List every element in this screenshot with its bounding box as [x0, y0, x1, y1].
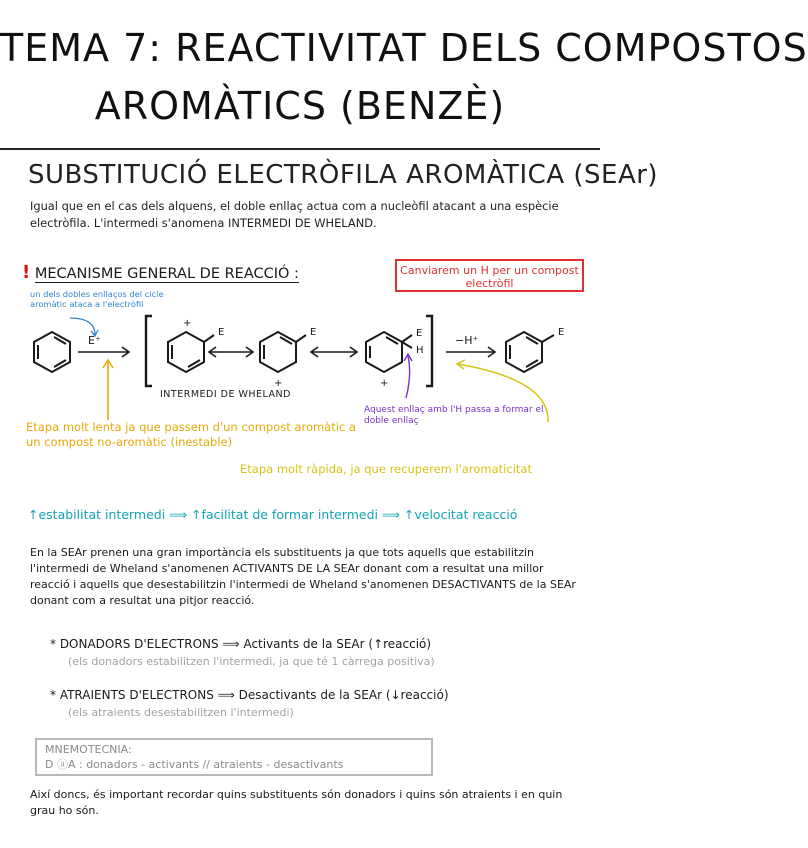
- section-heading: SUBSTITUCIÓ ELECTRÒFILA AROMÀTICA (SEAr): [28, 160, 659, 190]
- donors-note: (els donadors estabilitzen l'intermedi, ja que té 1 càrrega positiva): [68, 655, 435, 668]
- wheland-structure-3: [366, 332, 412, 372]
- reagent-label: E⁺: [88, 334, 101, 347]
- wheland-label: INTERMEDI DE WHELAND: [160, 389, 291, 400]
- plus-charge-1: +: [183, 318, 192, 329]
- slow-step-note: Etapa molt lenta ja que passem d'un compost aromàtic a un compost no-aromàtic (inestable): [26, 420, 356, 449]
- conclusion-paragraph: Així doncs, és important recordar quins substituents són donadors i quins són atraients i en quin grau ho són.: [30, 788, 563, 817]
- mnemonic-box: [35, 738, 433, 776]
- acceptors-bullet: * ATRAIENTS D'ELECTRONS ⟹ Desactivants de la SEAr (↓reacció): [50, 688, 449, 702]
- page-title-line-2: AROMÀTICS (BENZÈ): [94, 84, 506, 128]
- acceptors-note: (els atraients desestabilitzen l'intermedi): [68, 706, 294, 719]
- e-label-product: E: [558, 327, 565, 338]
- h-label: H: [416, 345, 424, 356]
- benzene-reactant: [34, 332, 70, 372]
- warning-mark: !: [22, 262, 31, 283]
- mnemonic-text: D ⓐA : donadors - activants // atraients - desactivants: [45, 758, 344, 771]
- fast-step-note: Etapa molt ràpida, ja que recuperem l'aromaticitat: [240, 462, 532, 476]
- mechanism-title: MECANISME GENERAL DE REACCIÓ :: [34, 266, 299, 282]
- substituents-paragraph: En la SEAr prenen una gran importància els substituents ja que tots aquells que estabilitzin l'intermedi de Wheland s'anomenen ACTIVANTS DE LA SEAr donant com a resultat una millor reacció i aquells que desestabilitzin l'intermedi de Wheland s'anomenen DESACTIVANTS de la SEAr donant com a resultat una pitjor reacció.: [30, 546, 576, 607]
- purple-annotation: Aquest enllaç amb l'H passa a formar el doble enllaç: [364, 405, 544, 426]
- benzene-product: [506, 332, 554, 372]
- right-bracket: [426, 316, 432, 386]
- stability-chain: ↑estabilitat intermedi ⟹ ↑facilitat de formar intermedi ⟹ ↑velocitat reacció: [28, 507, 518, 522]
- blue-annotation: un dels dobles enllaços del cicle aromàtic ataca a l'electròfil: [30, 289, 164, 309]
- blue-curved-arrow: [70, 318, 95, 335]
- wheland-structure-1: [168, 332, 214, 372]
- intro-paragraph: Igual que en el cas dels alquens, el doble enllaç actua com a nucleòfil atacant a una espècie electròfila. L'intermedi s'anomena INTERMEDI DE WHELAND.: [30, 199, 559, 230]
- wheland-structure-2: [260, 332, 306, 372]
- page-title-line-1: TEMA 7: REACTIVITAT DELS COMPOSTOS: [0, 26, 808, 70]
- left-bracket: [146, 316, 152, 386]
- purple-arrow: [406, 356, 410, 398]
- e-label-3: E: [416, 328, 423, 339]
- e-label-2: E: [310, 327, 317, 338]
- title-divider: [0, 148, 600, 150]
- e-label-1: E: [218, 327, 225, 338]
- mechanism-heading: [22, 262, 299, 283]
- plus-charge-2: +: [274, 378, 283, 389]
- loss-label: −H⁺: [455, 334, 479, 347]
- red-callout-box: Canviarem un H per un compost electròfil: [395, 259, 584, 292]
- plus-charge-3: +: [380, 378, 389, 389]
- mnemonic-heading: MNEMOTECNIA:: [45, 743, 132, 756]
- donors-bullet: * DONADORS D'ELECTRONS ⟹ Activants de la SEAr (↑reacció): [50, 637, 432, 651]
